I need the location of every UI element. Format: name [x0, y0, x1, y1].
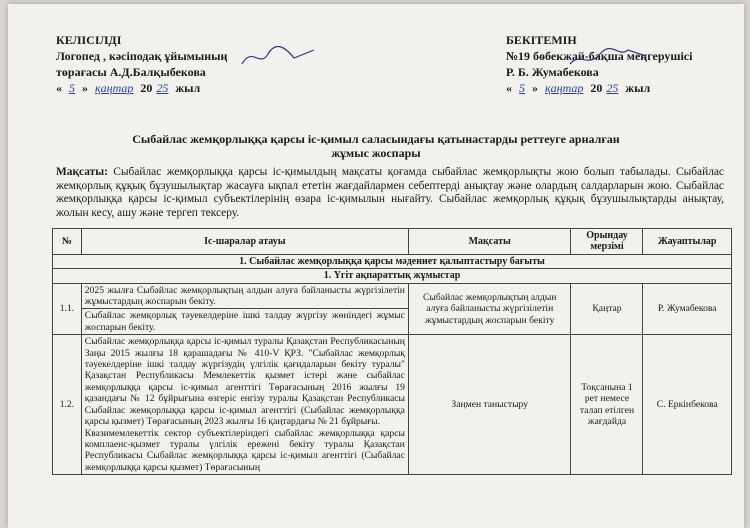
approved-date-year: 25: [606, 81, 619, 95]
agreed-date-day: 5: [69, 81, 75, 95]
row-num: 1.2.: [53, 335, 82, 475]
table-row: [53, 335, 732, 475]
header-num: №: [53, 229, 82, 255]
document-title-line1: Сыбайлас жемқорлыққа қарсы іс-қимыл саласындағы қатынастарды реттеуге арналған: [132, 132, 620, 146]
row-activity: 2025 жылға Сыбайлас жемқорлықтың алдын алуға байланысты жүргізілетін жұмыстардың жоспарын бекіту.: [81, 283, 408, 309]
agreed-position: Логопед , кәсіподақ ұйымының: [56, 49, 228, 63]
document-page: [8, 4, 744, 528]
document-title: [8, 132, 744, 160]
row-responsible: С. Еркінбекова: [643, 335, 732, 475]
row-term: Қаңтар: [571, 283, 643, 335]
agreed-title: КЕЛІСІЛДІ: [56, 33, 122, 47]
work-plan-table: [52, 228, 732, 475]
document-title-line2: жұмыс жоспары: [331, 146, 421, 160]
approved-name: Р. Б. Жумабекова: [506, 65, 599, 79]
section-row: [53, 254, 732, 268]
subsection-row: [53, 269, 732, 283]
approved-position: №19 бөбекжай-бақша меңгерушісі: [506, 49, 693, 63]
row-term: Тоқсанына 1 рет немесе талап етілген жағдайда: [571, 335, 643, 475]
subsection-title: 1. Үгіт ақпараттық жұмыстар: [53, 269, 732, 283]
row-activity-part-a: Сыбайлас жемқорлыққа қарсы іс-қимыл туралы Қазақстан Республикасының Заңы 2015 жылғы 18 қарашадағы № 410-V ҚРЗ. "Сыбайлас жемқорлық тәуекелдеріне ішкі талдау жүргізудің үлгілік қағидаларын бекіту туралы" Қазақстан Республикасы Мемлекеттік қызмет істері және сыбайлас жемқорлыққа қарсы іс-қимыл агенттігі Төрағасының 2016 жылғы 19 қазандағы № 12 бұйрығына өзгеріс енгізу туралы Қазақстан Республикасы Сыбайлас жемқорлыққа қарсы іс-қимыл агенттігі (Сыбайлас жемқорлыққа қарсы қызмет) Төрағасының 2023 жылғы 16 қаңтардағы № 21 бұйрығы.: [84, 336, 405, 428]
row-goal: Сыбайлас жемқорлықтың алдын алуға байланысты жүргізілетін жұмыстардың жоспарын бекіту: [408, 283, 571, 335]
section-title: 1. Сыбайлас жемқорлыққа қарсы мәдениет қалыптастыру бағыты: [53, 254, 732, 268]
goal-label: Мақсаты:: [56, 166, 108, 178]
approved-date: « 5 » қаңтар 20 25 жыл: [506, 81, 651, 95]
agreed-date: « 5 » қаңтар 20 25 жыл: [56, 81, 201, 95]
agreed-date-year: 25: [156, 81, 169, 95]
approved-date-month: қаңтар: [545, 81, 584, 95]
signature-right: [568, 44, 648, 72]
agreed-date-month: қаңтар: [95, 81, 134, 95]
goal-text: Сыбайлас жемқорлыққа қарсы іс-қимылдың мақсаты қоғамда сыбайлас жемқорлықты жою болып табылады. Сыбайлас жемқорлық құқық бұзушылықтар жасауға ықпал ететін жағдайлармен себептерді анықтау және олардың салдарларын жою. Сыбайлас жемқорлыққа қарсы іс-қимыл субъектілерінің өзара іс-қимылын нығайту. Сыбайлас жемқорлық құқық бұзушылықтарды анықтау, жолын кесу, ашу және тергеп тексеру.: [56, 166, 724, 219]
table-header-row: [53, 229, 732, 255]
row-activity: [81, 335, 408, 475]
approved-title: БЕКІТЕМІН: [506, 33, 577, 47]
row-goal: Заңмен таныстыру: [408, 335, 571, 475]
table-row: [53, 283, 732, 309]
header-goal: Мақсаты: [408, 229, 571, 255]
agreed-name: төрағасы А.Д.Балқыбекова: [56, 65, 206, 79]
row-num: 1.1.: [53, 283, 82, 335]
header-activity: Іс-шаралар атауы: [81, 229, 408, 255]
header-term: Орындау мерзімі: [571, 229, 643, 255]
signature-left: [238, 42, 318, 70]
approved-date-day: 5: [519, 81, 525, 95]
goal-paragraph: [56, 166, 724, 220]
header-responsible: Жауаптылар: [643, 229, 732, 255]
row-responsible: Р. Жумабекова: [643, 283, 732, 335]
row-activity: Сыбайлас жемқорлық тәуекелдеріне ішкі талдау жүргізу жөніндегі жұмыс жоспарын бекіту.: [81, 309, 408, 335]
row-activity-part-b: Квазимемлекеттік сектор субъектілеріндегі сыбайлас жемқорлыққа қарсы комплаенс-қызмет туралы үлгілік ережені бекіту туралы Қазақстан Республикасы Сыбайлас жемқорлыққа қарсы іс-қимыл агенттігі (Сыбайлас жемқорлыққа қарсы қызмет) Төрағасының: [84, 427, 405, 473]
